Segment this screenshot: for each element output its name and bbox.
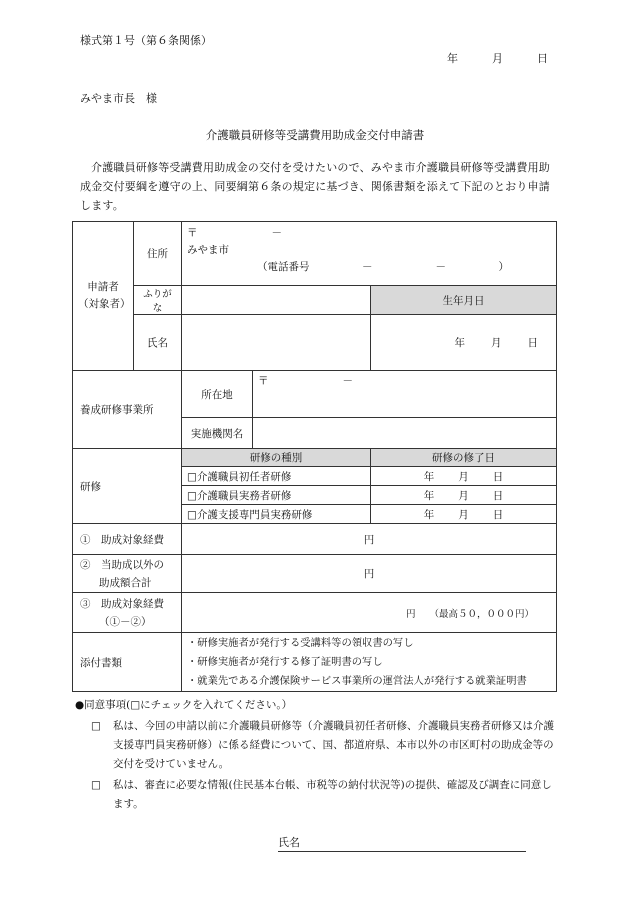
intro-paragraph: 介護職員研修等受講費用助成金の交付を受けたいので、みやま市介護職員研修等受講費用助成金交付要綱を遵守の上、同要綱第６条の規定に基づき、関係書類を添えて下記のとおり申請します。	[80, 161, 550, 212]
address-label: 住所	[134, 222, 182, 286]
consent-checkbox-1[interactable]: □	[91, 720, 101, 732]
consent-checkbox-2[interactable]: □	[91, 779, 101, 791]
eligible-expense-field[interactable]: 円	[182, 524, 557, 555]
attachments-label: 添付書類	[73, 633, 182, 692]
net-expense-field[interactable]: 円 （最高５０，０００円）	[182, 593, 557, 633]
attachment-item: ・研修実施者が発行する受講料等の領収書の写し	[187, 636, 414, 649]
net-expense-label: ③ 助成対象経費 （①－②）	[73, 593, 182, 633]
date-month-label: 月	[492, 52, 503, 65]
other-subsidy-field[interactable]: 円	[182, 555, 557, 593]
attachment-item: ・研修実施者が発行する修了証明書の写し	[187, 655, 383, 668]
training-completion-date[interactable]: 年 月 日	[371, 467, 557, 486]
signature-label: 氏名	[278, 836, 300, 849]
address-city: みやま市	[187, 244, 229, 256]
address-field[interactable]	[182, 222, 557, 286]
eligible-expense-label: ① 助成対象経費	[73, 524, 182, 555]
attachment-item: ・就業先である介護保険サービス事業所の運営法人が発行する就業証明書	[187, 674, 527, 687]
facility-org-field[interactable]	[253, 418, 557, 449]
facility-location-field[interactable]: 〒 －	[253, 371, 557, 418]
birthdate-field[interactable]: 年 月 日	[371, 315, 557, 371]
facility-section-label: 養成研修事業所	[73, 371, 182, 449]
attachments-list	[182, 633, 557, 692]
phone-number-field: （電話番号 － － ）	[257, 261, 509, 273]
postal-mark: 〒	[187, 227, 198, 239]
date-day-label: 日	[537, 52, 548, 65]
birthdate-label: 生年月日	[371, 286, 557, 315]
signature-line[interactable]	[278, 834, 526, 852]
form-number: 様式第１号（第６条関係）	[80, 34, 212, 47]
name-field[interactable]	[182, 315, 371, 371]
furigana-label: ふりがな	[134, 286, 182, 315]
consent-heading: ●同意事項(□にチェックを入れてください。）	[75, 699, 293, 711]
training-completion-header: 研修の修了日	[371, 449, 557, 467]
intro-text	[80, 158, 554, 215]
training-type-header: 研修の種別	[182, 449, 371, 467]
addressee: みやま市長 様	[80, 92, 157, 105]
training-option-initial[interactable]: □介護職員初任者研修	[182, 467, 371, 486]
training-section-label: 研修	[73, 449, 182, 524]
name-label: 氏名	[134, 315, 182, 371]
furigana-field[interactable]	[182, 286, 371, 315]
application-date	[447, 50, 548, 66]
postal-dash: －	[271, 227, 282, 239]
consent-text-2: 私は、審査に必要な情報(住民基本台帳、市税等の納付状況等)の提供、確認及び調査に同意します。	[113, 779, 552, 810]
consent-item-2	[91, 776, 561, 814]
document-title: 介護職員研修等受講費用助成金交付申請書	[205, 128, 425, 142]
facility-org-label: 実施機関名	[182, 418, 253, 449]
other-subsidy-label: ② 当助成以外の 助成額合計	[73, 555, 182, 593]
consent-text-1: 私は、今回の申請以前に介護職員研修等（介護職員初任者研修、介護職員実務者研修又は介護支援専門員実務研修）に係る経費について、国、都道府県、本市以外の市区町村の助成金等の交付を受けていません。	[113, 720, 554, 770]
date-year-label: 年	[447, 52, 458, 65]
training-completion-date[interactable]: 年 月 日	[371, 505, 557, 524]
consent-item-1	[91, 717, 561, 774]
training-option-practitioner[interactable]: □介護職員実務者研修	[182, 486, 371, 505]
application-form-table	[72, 221, 557, 692]
applicant-section-label: 申請者 （対象者）	[73, 222, 134, 371]
max-amount-note: （最高５０，０００円）	[429, 608, 535, 620]
training-completion-date[interactable]: 年 月 日	[371, 486, 557, 505]
training-option-care-manager[interactable]: □介護支援専門員実務研修	[182, 505, 371, 524]
facility-location-label: 所在地	[182, 371, 253, 418]
